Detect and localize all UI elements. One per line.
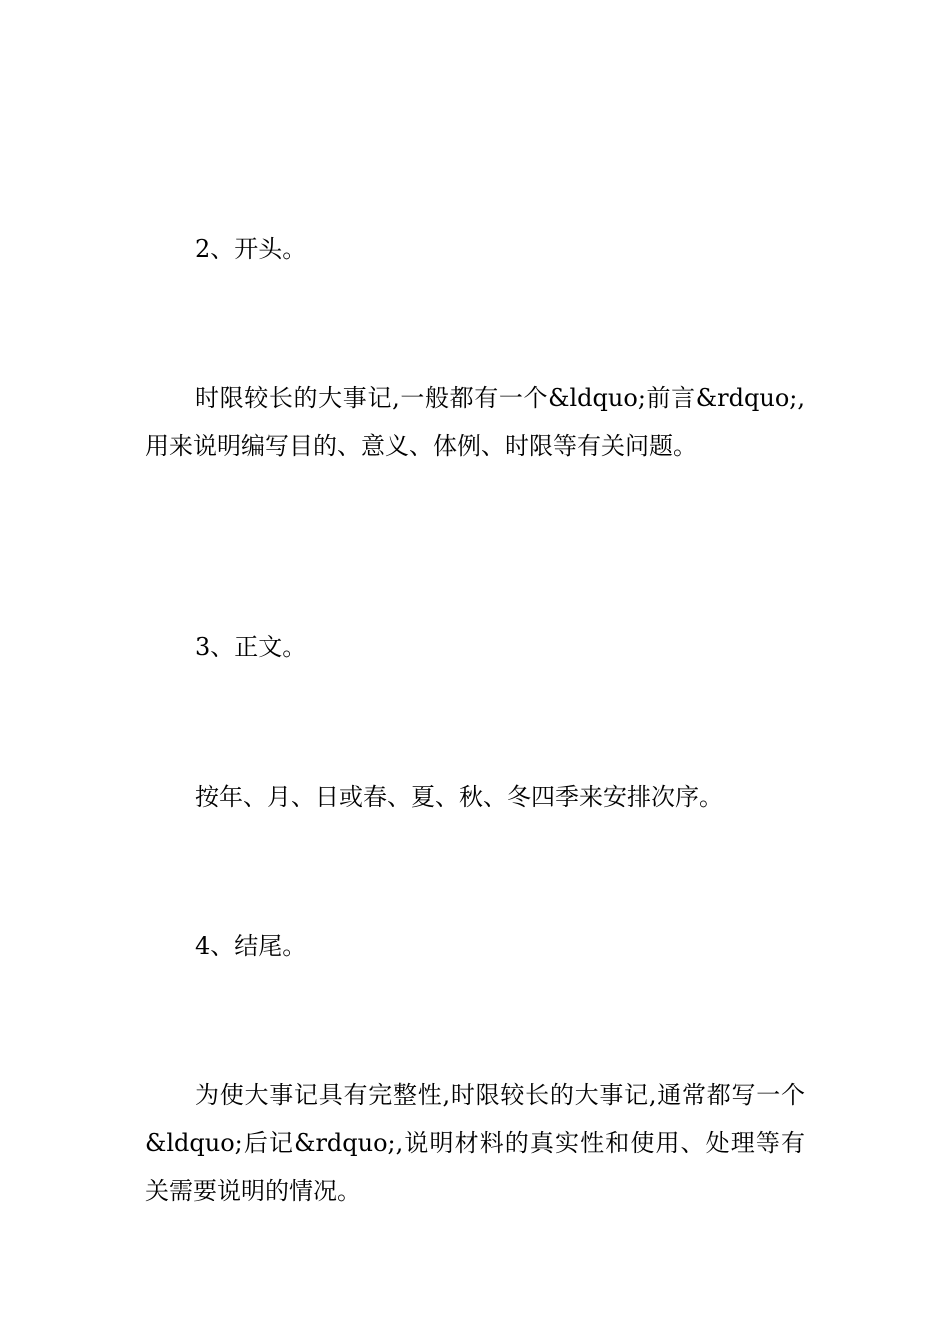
section-heading-body: 3、正文。 <box>195 633 307 661</box>
section-text-ending: 为使大事记具有完整性,时限较长的大事记,通常都写一个&ldquo;后记&rdquo;,说明材料的真实性和使用、处理等有关需要说明的情况。 <box>145 1081 805 1205</box>
section-heading-opening: 2、开头。 <box>195 235 307 263</box>
section-heading-ending: 4、结尾。 <box>195 932 307 960</box>
section-text-opening: 时限较长的大事记,一般都有一个&ldquo;前言&rdquo;,用来说明编写目的、意义、体例、时限等有关问题。 <box>145 384 805 460</box>
section-text-body: 按年、月、日或春、夏、秋、冬四季来安排次序。 <box>195 783 723 811</box>
